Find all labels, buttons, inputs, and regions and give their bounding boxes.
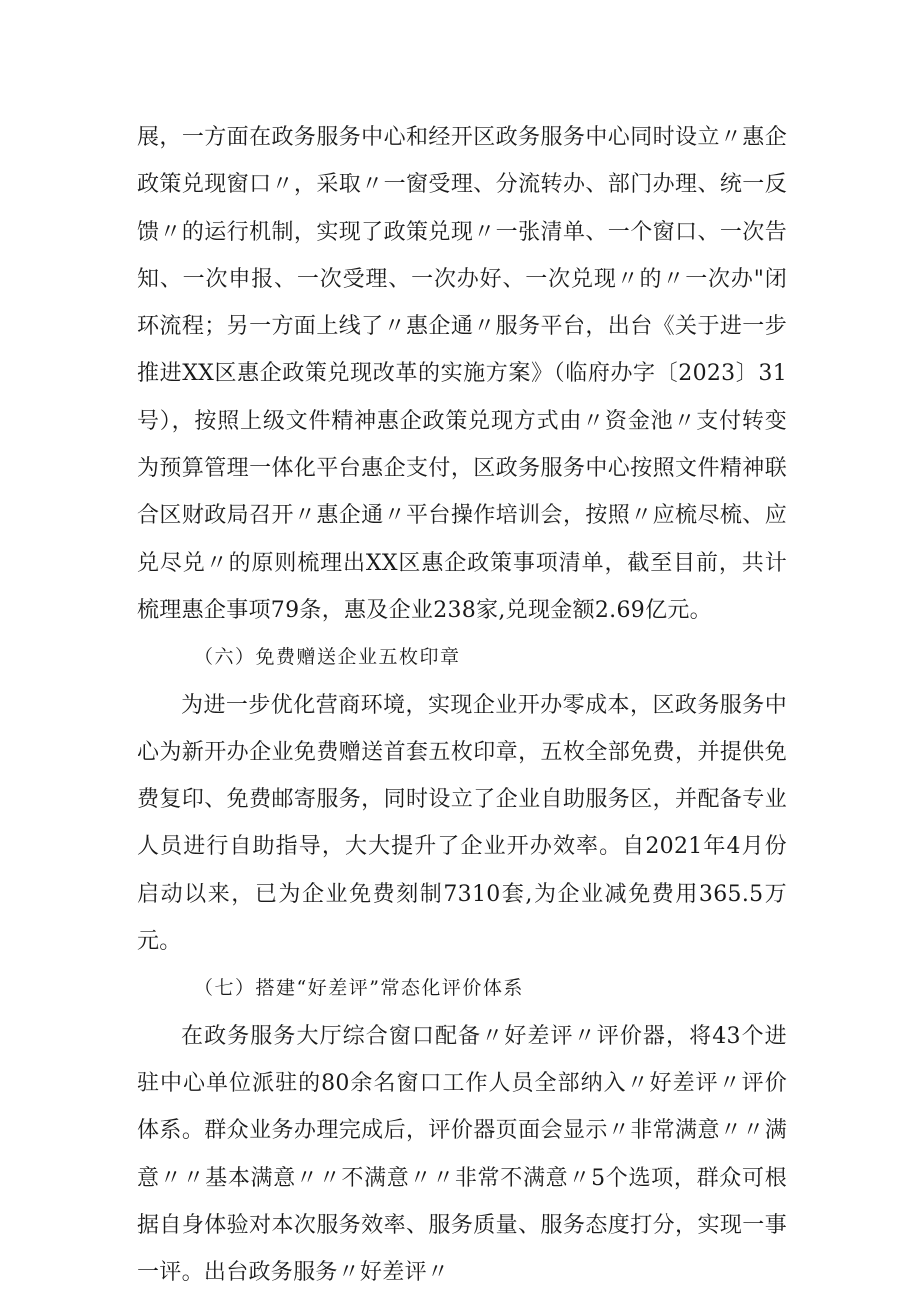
- paragraph-free-seals: 为进一步优化营商环境，实现企业开办零成本，区政务服务中心为新开办企业免费赠送首套五枚印章，五枚全部免费，并提供免费复印、免费邮寄服务，同时设立了企业自助服务区，并配备专业人员进行自助指导，大大提升了企业开办效率。自2021年4月份启动以来，已为企业免费刻制7310套,为企业减免费用365.5万元。: [137, 692, 787, 955]
- paragraph-policy-redemption: 展，一方面在政务服务中心和经开区政务服务中心同时设立〃惠企政策兑现窗口〃，采取〃一窗受理、分流转办、部门办理、统一反馈〃的运行机制，实现了政策兑现〃一张清单、一个窗口、一次告知、一次申报、一次受理、一次办好、一次兑现〃的〃一次办"闭环流程；另一方面上线了〃惠企通〃服务平台，出台《关于进一步推进XX区惠企政策兑现改革的实施方案》（临府办字〔2023〕31号），按照上级文件精神惠企政策兑现方式由〃资金池〃支付转变为预算管理一体化平台惠企支付，区政务服务中心按照文件精神联合区财政局召开〃惠企通〃平台操作培训会，按照〃应梳尽梳、应兑尽兑〃的原则梳理出XX区惠企政策事项清单，截至目前，共计梳理惠企事项79条，惠及企业238家,兑现金额2.69亿元。: [137, 125, 787, 623]
- section-heading-7: （七）搭建“好差评”常态化评价体系: [194, 977, 524, 1000]
- section-heading-6: （六）免费赠送企业五枚印章: [194, 646, 461, 669]
- document-body: [137, 114, 787, 1296]
- paragraph-good-bad-review: 在政务服务大厅综合窗口配备〃好差评〃评价器，将43个进驻中心单位派驻的80余名窗口工作人员全部纳入〃好差评〃评价体系。群众业务办理完成后，评价器页面会显示〃非常满意〃〃满意〃〃基本满意〃〃不满意〃〃非常不满意〃5个选项，群众可根据自身体验对本次服务效率、服务质量、服务态度打分，实现一事一评。出台政务服务〃好差评〃: [137, 1023, 787, 1286]
